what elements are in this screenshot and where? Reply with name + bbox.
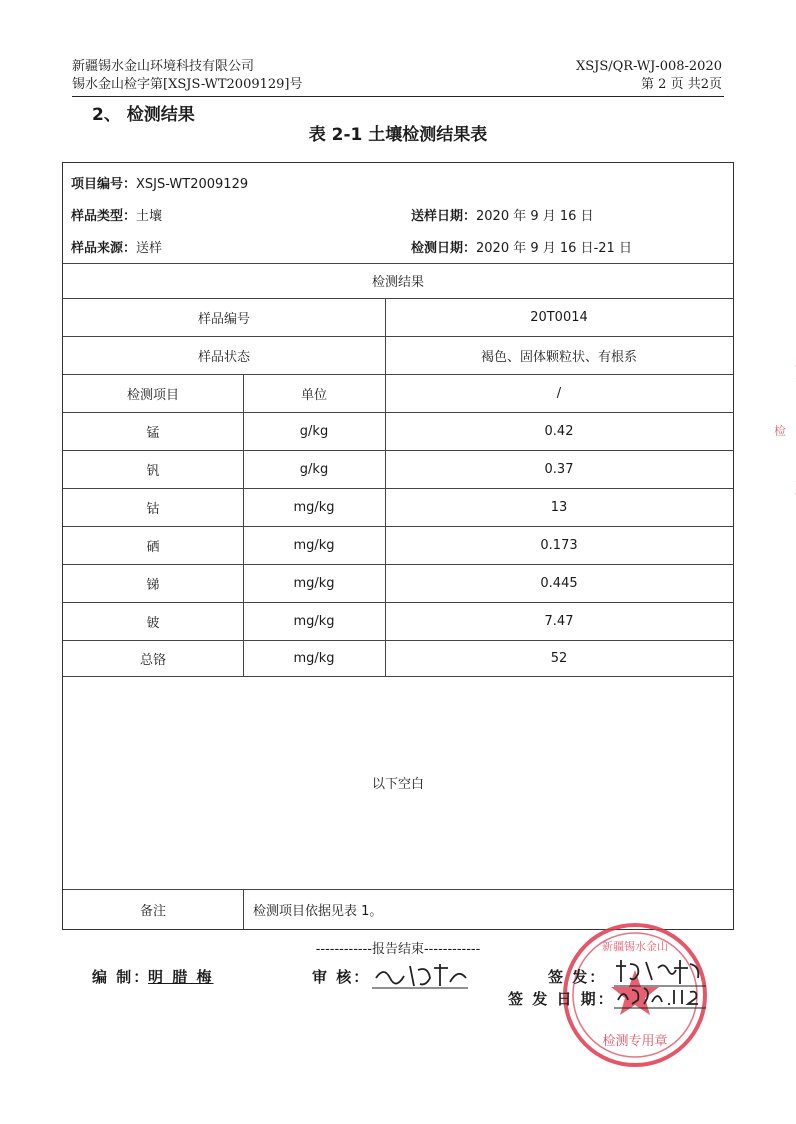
test-date-label: 检测日期：	[411, 241, 477, 256]
column-header-value: /	[556, 385, 562, 401]
sample-source	[71, 237, 162, 256]
reviewed-label: 审 核：	[312, 968, 371, 986]
row-value: 0.445	[540, 575, 578, 591]
row-value: 52	[550, 650, 568, 666]
project-number-label: 项目编号：	[71, 177, 137, 192]
delivery-date-value: 2020 年 9 月 16 日	[476, 209, 594, 224]
row-unit: mg/kg	[293, 575, 335, 591]
sample-state-value: 褐色、固体颗粒状、有根系	[480, 349, 637, 365]
table-title: 表 2-1 土壤检测结果表	[308, 125, 488, 145]
sample-type-label: 样品类型：	[71, 209, 137, 224]
row-item: 硒	[146, 539, 160, 555]
compiled-by: 明 腊 梅	[148, 968, 214, 986]
section-title: 2、 检测结果	[92, 105, 195, 125]
sample-number-label: 样品编号	[197, 311, 250, 327]
sample-type-value: 土壤	[136, 209, 163, 224]
row-unit: mg/kg	[293, 650, 335, 666]
sample-source-value: 送样	[136, 241, 163, 256]
svg-text:检测专用章: 检测专用章	[602, 1034, 668, 1049]
project-number-value: XSJS-WT2009129	[136, 177, 249, 192]
test-date-value: 2020 年 9 月 16 日-21 日	[476, 241, 632, 256]
report-end-line: ------------报告结束------------	[315, 942, 481, 957]
blank-note: 以下空白	[371, 777, 424, 792]
results-heading: 检测结果	[371, 275, 424, 290]
row-item: 钒	[146, 463, 160, 479]
row-unit: g/kg	[299, 423, 329, 439]
column-header-unit: 单位	[300, 387, 327, 403]
row-item: 钴	[146, 501, 160, 517]
document-code: XSJS/QR-WJ-008-2020	[575, 59, 722, 74]
reviewer-signature	[370, 958, 470, 992]
row-item: 锰	[146, 425, 160, 441]
remark-label: 备注	[139, 903, 166, 919]
remark-text: 检测项目依据见表 1。	[253, 903, 383, 919]
row-unit: mg/kg	[293, 613, 335, 629]
company-name: 新疆锡水金山环境科技有限公司	[72, 59, 255, 74]
delivery-date	[411, 205, 594, 224]
row-item: 铍	[146, 615, 160, 631]
row-item: 锑	[146, 577, 160, 593]
row-value: 13	[550, 499, 568, 515]
side-seal-fragment	[748, 360, 796, 500]
column-header-item: 检测项目	[126, 387, 179, 403]
svg-text:新疆锡水金山: 新疆锡水金山	[602, 940, 668, 953]
row-unit: mg/kg	[293, 537, 335, 553]
row-value: 0.37	[544, 461, 574, 477]
row-unit: g/kg	[299, 461, 329, 477]
sample-number-value: 20T0014	[530, 309, 588, 325]
compiled-label: 编 制：	[92, 968, 151, 986]
row-unit: mg/kg	[293, 499, 335, 515]
project-number	[71, 173, 248, 192]
issue-date-label: 签 发 日 期：	[508, 990, 615, 1008]
sample-source-label: 样品来源：	[71, 241, 137, 256]
result-table	[62, 162, 734, 930]
sample-type	[71, 205, 162, 224]
report-number: 锡水金山检字第[XSJS-WT2009129]号	[72, 77, 303, 92]
row-value: 0.42	[544, 423, 574, 439]
svg-text:检: 检	[774, 424, 787, 438]
delivery-date-label: 送样日期：	[411, 209, 477, 224]
row-item: 总铬	[139, 652, 166, 668]
row-value: 0.173	[540, 537, 578, 553]
approved-label: 签 发：	[548, 968, 607, 986]
row-value: 7.47	[544, 613, 574, 629]
header-rule	[72, 96, 724, 97]
page-info: 第 2 页 共2页	[641, 77, 722, 92]
test-date	[411, 237, 632, 256]
sample-state-label: 样品状态	[197, 349, 250, 365]
column-divider	[243, 889, 244, 929]
issue-date-handwritten	[612, 980, 708, 1010]
